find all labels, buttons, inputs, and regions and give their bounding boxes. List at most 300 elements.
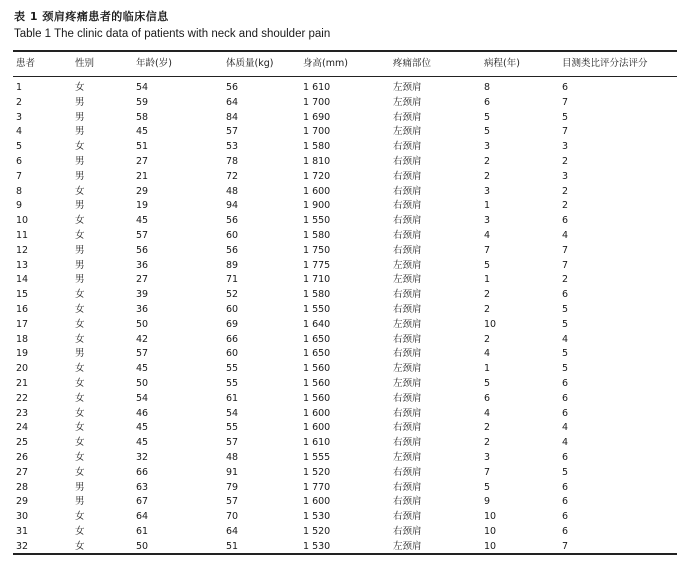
table-row — [13, 495, 677, 510]
cell-patient: 28 — [16, 481, 29, 493]
cell-weight: 56 — [226, 82, 239, 93]
cell-sex: 女 — [75, 363, 85, 375]
cell-patient: 7 — [16, 170, 23, 182]
cell-pain-site: 右颈肩 — [393, 348, 422, 360]
cell-height: 1 775 — [303, 259, 331, 271]
cell-duration: 10 — [484, 318, 497, 330]
cell-weight: 71 — [226, 274, 239, 286]
cell-duration: 4 — [484, 348, 491, 360]
cell-pain-site: 右颈肩 — [393, 407, 422, 419]
cell-vas-score: 6 — [562, 511, 569, 523]
cell-pain-site: 右颈肩 — [393, 185, 422, 197]
cell-patient: 8 — [16, 185, 23, 197]
cell-height: 1 580 — [303, 229, 331, 241]
cell-duration: 3 — [484, 141, 491, 153]
cell-patient: 14 — [16, 274, 29, 286]
cell-sex: 女 — [75, 422, 85, 434]
header-weight: 体质量(kg) — [226, 58, 274, 69]
cell-vas-score: 5 — [562, 111, 569, 123]
cell-pain-site: 右颈肩 — [393, 437, 422, 449]
cell-age: 45 — [136, 215, 149, 227]
cell-height: 1 640 — [303, 318, 331, 330]
cell-vas-score: 6 — [562, 525, 569, 537]
cell-pain-site: 左颈肩 — [393, 363, 422, 375]
cell-pain-site: 右颈肩 — [393, 170, 422, 182]
table-row — [13, 288, 677, 303]
cell-sex: 男 — [75, 481, 85, 493]
cell-sex: 女 — [75, 437, 85, 449]
cell-pain-site: 右颈肩 — [393, 229, 422, 241]
cell-vas-score: 6 — [562, 82, 569, 93]
cell-height: 1 610 — [303, 82, 331, 93]
cell-weight: 72 — [226, 170, 239, 182]
caption-english: Table 1 The clinic data of patients with neck and shoulder pain — [14, 28, 331, 40]
cell-duration: 6 — [484, 96, 491, 108]
cell-age: 57 — [136, 348, 149, 360]
cell-weight: 54 — [226, 407, 239, 419]
cell-duration: 10 — [484, 525, 497, 537]
cell-sex: 女 — [75, 82, 85, 93]
cell-age: 45 — [136, 363, 149, 375]
cell-duration: 3 — [484, 215, 491, 227]
cell-weight: 64 — [226, 525, 239, 537]
cell-patient: 9 — [16, 200, 23, 212]
cell-weight: 66 — [226, 333, 239, 345]
cell-vas-score: 6 — [562, 496, 569, 508]
cell-patient: 5 — [16, 141, 23, 153]
cell-weight: 51 — [226, 540, 239, 552]
cell-patient: 22 — [16, 392, 29, 404]
cell-pain-site: 右颈肩 — [393, 200, 422, 212]
cell-vas-score: 6 — [562, 392, 569, 404]
cell-age: 27 — [136, 155, 149, 167]
cell-age: 50 — [136, 318, 149, 330]
cell-weight: 94 — [226, 200, 239, 212]
cell-height: 1 650 — [303, 348, 331, 360]
cell-pain-site: 左颈肩 — [393, 451, 422, 463]
cell-patient: 17 — [16, 318, 29, 330]
cell-sex: 男 — [75, 274, 85, 286]
cell-duration: 6 — [484, 392, 491, 404]
cell-sex: 男 — [75, 96, 85, 108]
cell-height: 1 720 — [303, 170, 331, 182]
cell-duration: 7 — [484, 466, 491, 478]
cell-sex: 男 — [75, 155, 85, 167]
cell-age: 59 — [136, 96, 149, 108]
table-caption — [14, 9, 330, 42]
cell-pain-site: 右颈肩 — [393, 141, 422, 153]
table-row — [13, 333, 677, 348]
cell-weight: 61 — [226, 392, 239, 404]
cell-age: 36 — [136, 259, 149, 271]
cell-duration: 2 — [484, 170, 491, 182]
cell-weight: 57 — [226, 496, 239, 508]
cell-vas-score: 4 — [562, 333, 569, 345]
cell-sex: 女 — [75, 540, 85, 552]
cell-weight: 56 — [226, 215, 239, 227]
cell-vas-score: 6 — [562, 407, 569, 419]
cell-weight: 64 — [226, 96, 239, 108]
cell-height: 1 550 — [303, 215, 331, 227]
cell-vas-score: 5 — [562, 466, 569, 478]
cell-duration: 5 — [484, 377, 491, 389]
cell-age: 63 — [136, 481, 149, 493]
header-height: 身高(mm) — [303, 58, 348, 69]
cell-weight: 89 — [226, 259, 239, 271]
cell-height: 1 520 — [303, 525, 331, 537]
table-row — [13, 259, 677, 274]
cell-weight: 60 — [226, 348, 239, 360]
cell-duration: 2 — [484, 437, 491, 449]
cell-pain-site: 左颈肩 — [393, 259, 422, 271]
cell-patient: 12 — [16, 244, 29, 256]
cell-age: 51 — [136, 141, 149, 153]
cell-height: 1 600 — [303, 407, 331, 419]
cell-height: 1 560 — [303, 377, 331, 389]
cell-age: 36 — [136, 303, 149, 315]
cell-weight: 55 — [226, 377, 239, 389]
cell-pain-site: 左颈肩 — [393, 82, 422, 93]
cell-weight: 55 — [226, 363, 239, 375]
cell-vas-score: 6 — [562, 377, 569, 389]
cell-height: 1 710 — [303, 274, 331, 286]
table-row — [13, 244, 677, 259]
cell-age: 45 — [136, 422, 149, 434]
cell-age: 42 — [136, 333, 149, 345]
cell-duration: 2 — [484, 333, 491, 345]
cell-pain-site: 左颈肩 — [393, 318, 422, 330]
cell-age: 50 — [136, 377, 149, 389]
cell-pain-site: 右颈肩 — [393, 333, 422, 345]
patient-data-table — [13, 51, 677, 555]
cell-height: 1 600 — [303, 185, 331, 197]
cell-age: 45 — [136, 126, 149, 138]
table-row — [13, 407, 677, 422]
cell-vas-score: 4 — [562, 437, 569, 449]
cell-sex: 男 — [75, 126, 85, 138]
cell-sex: 男 — [75, 496, 85, 508]
cell-patient: 31 — [16, 525, 29, 537]
cell-age: 57 — [136, 229, 149, 241]
cell-patient: 2 — [16, 96, 23, 108]
cell-duration: 7 — [484, 244, 491, 256]
cell-vas-score: 2 — [562, 185, 569, 197]
cell-weight: 48 — [226, 185, 239, 197]
cell-sex: 女 — [75, 318, 85, 330]
cell-patient: 15 — [16, 289, 29, 301]
cell-height: 1 650 — [303, 333, 331, 345]
cell-sex: 女 — [75, 141, 85, 153]
cell-duration: 2 — [484, 422, 491, 434]
cell-sex: 女 — [75, 229, 85, 241]
cell-height: 1 750 — [303, 244, 331, 256]
table-row — [13, 318, 677, 333]
cell-sex: 女 — [75, 466, 85, 478]
cell-sex: 女 — [75, 511, 85, 523]
cell-height: 1 530 — [303, 511, 331, 523]
cell-age: 39 — [136, 289, 149, 301]
cell-duration: 4 — [484, 407, 491, 419]
cell-pain-site: 右颈肩 — [393, 289, 422, 301]
cell-weight: 69 — [226, 318, 239, 330]
cell-patient: 23 — [16, 407, 29, 419]
cell-height: 1 700 — [303, 126, 331, 138]
cell-duration: 9 — [484, 496, 491, 508]
cell-weight: 56 — [226, 244, 239, 256]
cell-patient: 10 — [16, 215, 29, 227]
cell-age: 45 — [136, 437, 149, 449]
cell-pain-site: 右颈肩 — [393, 422, 422, 434]
cell-patient: 4 — [16, 126, 23, 138]
table-row — [13, 510, 677, 525]
table-row — [13, 451, 677, 466]
cell-age: 58 — [136, 111, 149, 123]
cell-vas-score: 7 — [562, 244, 569, 256]
table-row — [13, 199, 677, 214]
cell-sex: 男 — [75, 200, 85, 212]
cell-pain-site: 右颈肩 — [393, 111, 422, 123]
cell-duration: 10 — [484, 511, 497, 523]
cell-pain-site: 右颈肩 — [393, 303, 422, 315]
cell-weight: 70 — [226, 511, 239, 523]
cell-vas-score: 7 — [562, 540, 569, 552]
cell-sex: 女 — [75, 407, 85, 419]
cell-duration: 5 — [484, 111, 491, 123]
cell-patient: 19 — [16, 348, 29, 360]
cell-height: 1 560 — [303, 392, 331, 404]
table-row — [13, 125, 677, 140]
cell-patient: 29 — [16, 496, 29, 508]
cell-vas-score: 7 — [562, 96, 569, 108]
cell-vas-score: 3 — [562, 170, 569, 182]
table-row — [13, 466, 677, 481]
cell-duration: 10 — [484, 540, 497, 552]
cell-patient: 26 — [16, 451, 29, 463]
table-row — [13, 140, 677, 155]
table-row — [13, 347, 677, 362]
cell-pain-site: 左颈肩 — [393, 274, 422, 286]
cell-age: 67 — [136, 496, 149, 508]
cell-sex: 女 — [75, 289, 85, 301]
cell-pain-site: 右颈肩 — [393, 244, 422, 256]
cell-pain-site: 右颈肩 — [393, 466, 422, 478]
cell-height: 1 600 — [303, 422, 331, 434]
cell-duration: 2 — [484, 155, 491, 167]
cell-sex: 女 — [75, 333, 85, 345]
cell-duration: 2 — [484, 289, 491, 301]
cell-vas-score: 7 — [562, 126, 569, 138]
cell-sex: 男 — [75, 259, 85, 271]
cell-patient: 21 — [16, 377, 29, 389]
cell-vas-score: 2 — [562, 155, 569, 167]
caption-chinese: 表 1 颈肩疼痛患者的临床信息 — [14, 10, 169, 23]
table-row — [13, 155, 677, 170]
cell-age: 19 — [136, 200, 149, 212]
cell-vas-score: 6 — [562, 481, 569, 493]
table-row — [13, 362, 677, 377]
cell-sex: 女 — [75, 525, 85, 537]
cell-height: 1 600 — [303, 496, 331, 508]
cell-age: 61 — [136, 525, 149, 537]
cell-duration: 1 — [484, 274, 491, 286]
cell-weight: 84 — [226, 111, 239, 123]
cell-pain-site: 左颈肩 — [393, 540, 422, 552]
table-row — [13, 96, 677, 111]
cell-sex: 男 — [75, 111, 85, 123]
cell-patient: 27 — [16, 466, 29, 478]
cell-patient: 13 — [16, 259, 29, 271]
cell-age: 21 — [136, 170, 149, 182]
cell-weight: 57 — [226, 126, 239, 138]
cell-patient: 32 — [16, 540, 29, 552]
cell-vas-score: 5 — [562, 348, 569, 360]
cell-duration: 1 — [484, 200, 491, 212]
header-duration: 病程(年) — [484, 58, 520, 69]
table-row — [13, 273, 677, 288]
cell-patient: 18 — [16, 333, 29, 345]
cell-age: 56 — [136, 244, 149, 256]
table-row — [13, 540, 677, 555]
cell-pain-site: 右颈肩 — [393, 481, 422, 493]
table-row — [13, 111, 677, 126]
cell-vas-score: 5 — [562, 303, 569, 315]
cell-height: 1 530 — [303, 540, 331, 552]
cell-patient: 25 — [16, 437, 29, 449]
cell-vas-score: 6 — [562, 289, 569, 301]
cell-patient: 1 — [16, 82, 23, 93]
cell-sex: 女 — [75, 451, 85, 463]
cell-pain-site: 右颈肩 — [393, 215, 422, 227]
cell-vas-score: 4 — [562, 422, 569, 434]
header-age: 年龄(岁) — [136, 58, 172, 69]
cell-patient: 30 — [16, 511, 29, 523]
cell-pain-site: 右颈肩 — [393, 392, 422, 404]
cell-duration: 5 — [484, 481, 491, 493]
cell-vas-score: 6 — [562, 215, 569, 227]
cell-vas-score: 2 — [562, 200, 569, 212]
header-patient: 患者 — [16, 58, 36, 69]
cell-height: 1 520 — [303, 466, 331, 478]
cell-height: 1 610 — [303, 437, 331, 449]
table-row — [13, 377, 677, 392]
table-row — [13, 481, 677, 496]
cell-duration: 3 — [484, 185, 491, 197]
cell-vas-score: 5 — [562, 318, 569, 330]
cell-height: 1 900 — [303, 200, 331, 212]
table-row — [13, 76, 677, 96]
header-pain-site: 疼痛部位 — [393, 58, 432, 69]
table-row — [13, 185, 677, 200]
cell-age: 46 — [136, 407, 149, 419]
cell-vas-score: 5 — [562, 363, 569, 375]
table-row — [13, 392, 677, 407]
cell-sex: 女 — [75, 215, 85, 227]
header-vas-score: 目测类比评分法评分 — [562, 58, 648, 69]
cell-patient: 11 — [16, 229, 29, 241]
cell-weight: 78 — [226, 155, 239, 167]
cell-weight: 60 — [226, 303, 239, 315]
table-row — [13, 436, 677, 451]
table-row — [13, 303, 677, 318]
cell-pain-site: 右颈肩 — [393, 525, 422, 537]
cell-sex: 女 — [75, 377, 85, 389]
cell-height: 1 555 — [303, 451, 331, 463]
cell-age: 29 — [136, 185, 149, 197]
cell-pain-site: 右颈肩 — [393, 496, 422, 508]
cell-duration: 3 — [484, 451, 491, 463]
cell-pain-site: 左颈肩 — [393, 377, 422, 389]
cell-vas-score: 3 — [562, 141, 569, 153]
cell-vas-score: 2 — [562, 274, 569, 286]
table-row — [13, 525, 677, 540]
cell-sex: 男 — [75, 170, 85, 182]
cell-weight: 79 — [226, 481, 239, 493]
cell-pain-site: 左颈肩 — [393, 96, 422, 108]
cell-patient: 24 — [16, 422, 29, 434]
table-row — [13, 170, 677, 185]
cell-weight: 60 — [226, 229, 239, 241]
cell-vas-score: 7 — [562, 259, 569, 271]
cell-height: 1 560 — [303, 363, 331, 375]
cell-patient: 20 — [16, 363, 29, 375]
cell-height: 1 700 — [303, 96, 331, 108]
cell-pain-site: 右颈肩 — [393, 511, 422, 523]
cell-weight: 53 — [226, 141, 239, 153]
cell-vas-score: 6 — [562, 451, 569, 463]
cell-duration: 5 — [484, 126, 491, 138]
cell-sex: 男 — [75, 348, 85, 360]
cell-vas-score: 4 — [562, 229, 569, 241]
cell-duration: 5 — [484, 259, 491, 271]
cell-age: 54 — [136, 82, 149, 93]
cell-duration: 4 — [484, 229, 491, 241]
cell-age: 54 — [136, 392, 149, 404]
cell-patient: 6 — [16, 155, 23, 167]
cell-height: 1 580 — [303, 141, 331, 153]
table-row — [13, 229, 677, 244]
table-row — [13, 214, 677, 229]
cell-height: 1 770 — [303, 481, 331, 493]
header-sex: 性别 — [75, 58, 95, 69]
cell-age: 66 — [136, 466, 149, 478]
cell-age: 32 — [136, 451, 149, 463]
cell-height: 1 690 — [303, 111, 331, 123]
cell-duration: 1 — [484, 363, 491, 375]
cell-sex: 女 — [75, 303, 85, 315]
cell-patient: 16 — [16, 303, 29, 315]
cell-height: 1 810 — [303, 155, 331, 167]
cell-duration: 2 — [484, 303, 491, 315]
cell-pain-site: 右颈肩 — [393, 155, 422, 167]
cell-age: 50 — [136, 540, 149, 552]
cell-weight: 57 — [226, 437, 239, 449]
cell-height: 1 550 — [303, 303, 331, 315]
cell-weight: 55 — [226, 422, 239, 434]
table-header-row — [13, 51, 677, 76]
table-row — [13, 421, 677, 436]
cell-sex: 女 — [75, 185, 85, 197]
cell-sex: 男 — [75, 244, 85, 256]
cell-height: 1 580 — [303, 289, 331, 301]
cell-pain-site: 左颈肩 — [393, 126, 422, 138]
cell-age: 64 — [136, 511, 149, 523]
cell-weight: 52 — [226, 289, 239, 301]
cell-weight: 91 — [226, 466, 239, 478]
cell-weight: 48 — [226, 451, 239, 463]
cell-age: 27 — [136, 274, 149, 286]
cell-sex: 女 — [75, 392, 85, 404]
cell-patient: 3 — [16, 111, 23, 123]
